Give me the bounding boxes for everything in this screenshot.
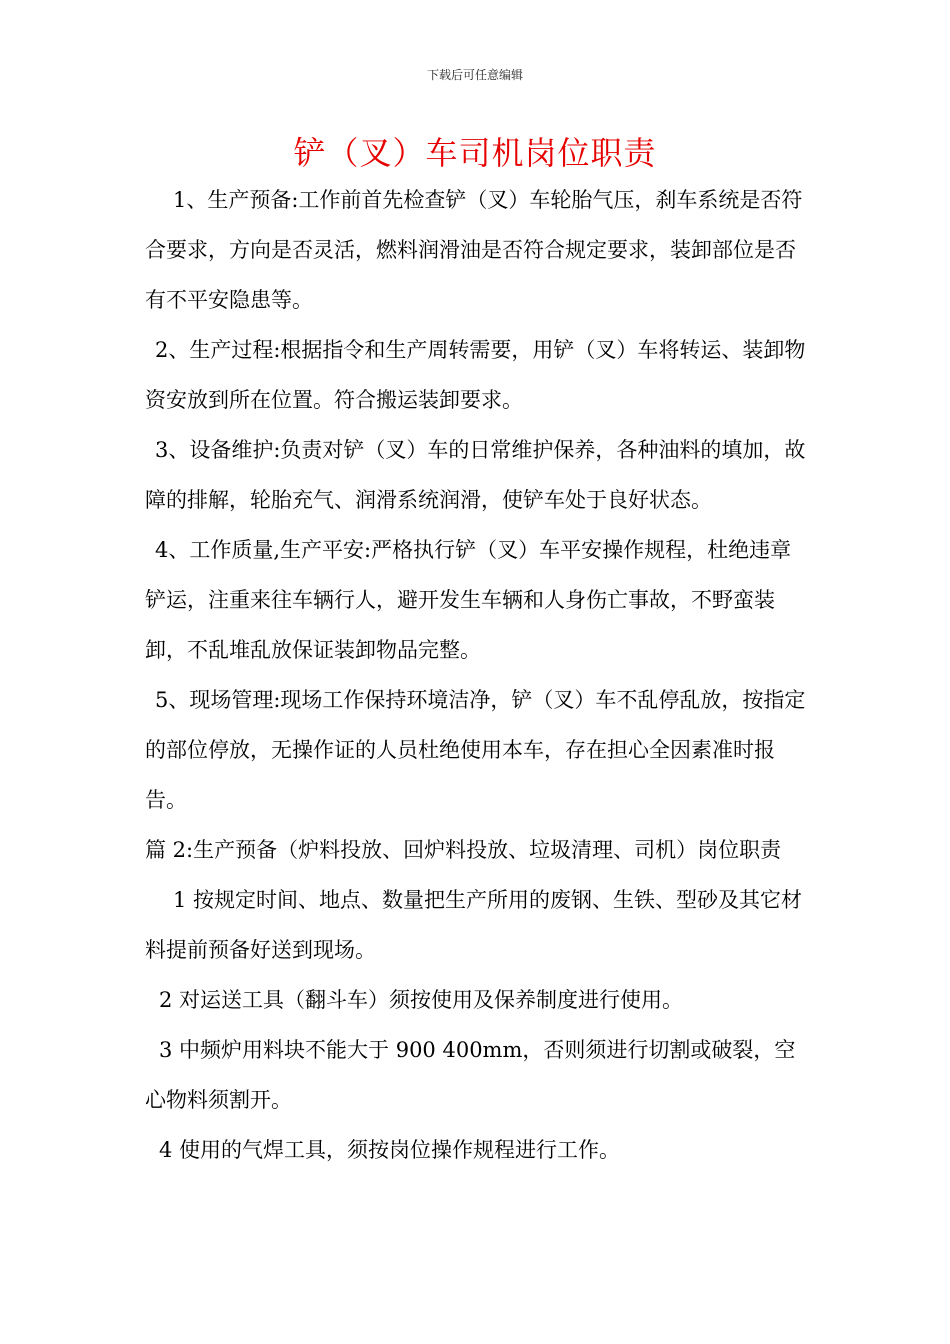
paragraph-7: 2 对运送工具（翻斗车）须按使用及保养制度进行使用。 [159,988,684,1012]
paragraph-4: 4、工作质量,生产平安:严格执行铲（叉）车平安操作规程，杜绝违章铲运，注重来往车辆行人，避开发生车辆和人身伤亡事故，不野蛮装卸，不乱堆乱放保证装卸物品完整。 [145,538,792,662]
paragraph-6: 1 按规定时间、地点、数量把生产所用的废钢、生铁、型砂及其它材料提前预备好送到现场。 [145,888,803,962]
paragraph-2: 2、生产过程:根据指令和生产周转需要，用铲（叉）车将转运、装卸物资安放到所在位置。符合搬运装卸要求。 [145,338,806,412]
header-note: 下载后可任意编辑 [426,68,523,82]
document-body [145,175,810,1175]
paragraph-3: 3、设备维护:负责对铲（叉）车的日常维护保养，各种油料的填加，故障的排解，轮胎充气、润滑系统润滑，使铲车处于良好状态。 [145,438,806,512]
paragraph-9: 4 使用的气焊工具，须按岗位操作规程进行工作。 [159,1138,621,1162]
paragraph-1: 1、生产预备:工作前首先检查铲（叉）车轮胎气压，刹车系统是否符合要求，方向是否灵活，燃料润滑油是否符合规定要求，装卸部位是否有不平安隐患等。 [145,188,803,312]
paragraph-5: 5、现场管理:现场工作保持环境洁净，铲（叉）车不乱停乱放，按指定的部位停放，无操作证的人员杜绝使用本车，存在担心全因素准时报告。 [145,688,806,812]
section-heading-2: 篇 2:生产预备（炉料投放、回炉料投放、垃圾清理、司机）岗位职责 [145,838,782,862]
paragraph-8: 3 中频炉用料块不能大于 900 400mm，否则须进行切割或破裂，空心物料须割开。 [145,1038,796,1112]
document-title: 铲（叉）车司机岗位职责 [293,134,657,172]
